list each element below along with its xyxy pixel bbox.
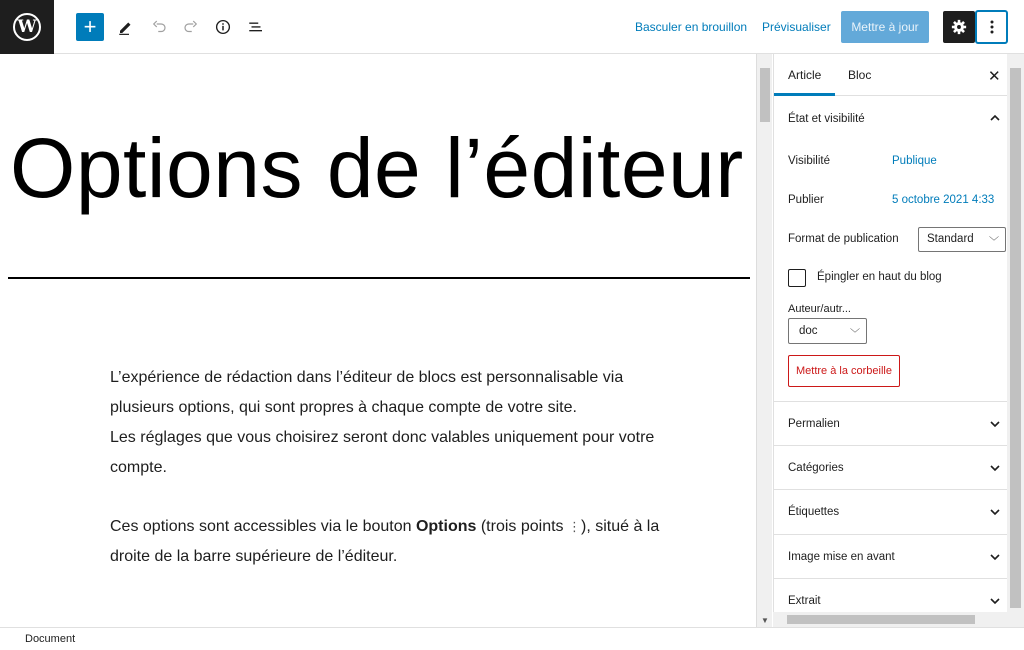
chevron-down-icon: ﹀ [989,237,999,248]
chevron-up-icon[interactable] [989,112,1001,124]
chevron-down-icon[interactable] [989,551,1001,563]
paragraph-text: (trois points [476,518,568,535]
gear-icon [950,18,968,36]
preview-link[interactable]: Prévisualiser [762,20,831,34]
block-breadcrumb-bar [0,627,1024,650]
divider [774,445,1007,446]
chevron-down-icon[interactable] [989,462,1001,474]
paragraph-block[interactable] [110,363,670,483]
divider [774,578,1007,579]
paragraph-block[interactable] [110,512,670,572]
scrollbar-thumb[interactable] [1010,68,1021,608]
redo-icon [182,18,200,36]
publish-date-link[interactable]: 5 octobre 2021 4:33 [892,194,995,206]
divider [774,534,1007,535]
tab-article[interactable]: Article [774,54,835,96]
divider [774,401,1007,402]
paragraph-text: ), situé à la droite de la barre supérieure de l’éditeur. [110,518,660,565]
panel-toggle-featured-image[interactable]: Image mise en avant [788,551,895,563]
author-label: Auteur/autr... [788,303,851,315]
sticky-label[interactable]: Épingler en haut du blog [817,271,942,283]
list-view-button[interactable] [244,14,268,40]
author-value: doc [799,325,818,337]
chevron-down-icon[interactable] [989,595,1001,607]
tools-button[interactable] [114,14,138,40]
post-format-label: Format de publication [788,233,899,245]
undo-button[interactable] [147,14,171,40]
paragraph-text: Ces options sont accessibles via le bouton [110,518,416,535]
paragraph-line: Les réglages que vous choisirez seront donc valables uniquement pour votre compte. [110,429,655,476]
scrollbar-thumb[interactable] [787,615,975,624]
undo-icon [150,18,168,36]
divider [774,489,1007,490]
author-select[interactable] [788,318,867,344]
sidebar-scrollbar[interactable] [1007,54,1024,627]
add-block-button[interactable] [76,13,104,41]
editor-canvas[interactable] [0,54,756,627]
sidebar-tabs [774,54,1007,96]
info-icon [214,18,232,36]
more-vertical-icon: ⋮ [567,519,581,534]
breadcrumb-document[interactable]: Document [25,633,76,645]
redo-button[interactable] [179,14,203,40]
tab-bloc[interactable]: Bloc [848,68,872,82]
editor-scrollbar[interactable] [756,54,772,627]
sidebar-horizontal-scrollbar[interactable] [773,612,1007,627]
chevron-down-icon[interactable] [989,506,1001,518]
paragraph-line: L’expérience de rédaction dans l’éditeur de blocs est personnalisable via plusieurs options, qui sont propres à chaque compte de votre site. [110,369,624,416]
post-format-value: Standard [927,233,974,245]
details-button[interactable] [211,14,235,40]
options-menu-button[interactable] [975,10,1008,44]
post-title[interactable]: Options de l’éditeur [10,121,744,215]
panel-toggle-excerpt[interactable]: Extrait [788,595,821,607]
scrollbar-thumb[interactable] [760,68,770,122]
switch-to-draft-link[interactable]: Basculer en brouillon [635,20,748,34]
chevron-down-icon: ﹀ [850,329,860,340]
chevron-down-icon[interactable] [989,418,1001,430]
close-icon[interactable]: ✕ [988,68,1001,85]
list-view-icon [247,18,265,36]
more-vertical-icon [984,18,1000,36]
settings-sidebar [773,54,1007,627]
wordpress-icon: W [13,13,41,41]
post-content[interactable] [110,363,670,601]
settings-button[interactable] [943,11,975,43]
publish-label: Publier [788,194,824,206]
pencil-icon [117,18,135,36]
panel-toggle-permalink[interactable]: Permalien [788,418,840,430]
visibility-value-link[interactable]: Publique [892,155,937,167]
sticky-checkbox[interactable] [788,269,806,287]
update-button[interactable]: Mettre à jour [841,11,929,43]
move-to-trash-button[interactable]: Mettre à la corbeille [788,355,900,387]
bold-text: Options [415,518,477,535]
separator-block[interactable] [8,277,750,279]
plus-icon: + [83,14,97,39]
panel-toggle-categories[interactable]: Catégories [788,462,844,474]
scroll-down-icon[interactable]: ▼ [761,616,769,625]
wordpress-logo-button[interactable] [0,0,54,54]
editor-header [0,0,1024,54]
visibility-label: Visibilité [788,155,830,167]
panel-toggle-tags[interactable]: Étiquettes [788,506,840,518]
post-format-select[interactable] [918,227,1006,252]
status-visibility-panel-toggle[interactable]: État et visibilité [788,113,865,125]
